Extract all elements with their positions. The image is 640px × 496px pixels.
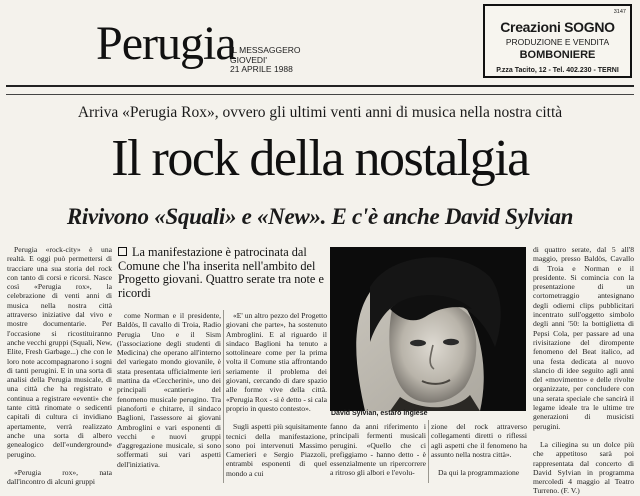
- portrait-photo: [330, 247, 526, 411]
- ad-address: P.zza Tacito, 12 - Tel. 402.230 - TERNI: [496, 67, 619, 74]
- article-paragraph: Sugli aspetti più squisitamente tecnici della manifestazione, sono poi intervenuti Massimo Camerieri e Sergio Piazzoli, entrambi esponenti di quel mondo a cui: [226, 422, 327, 478]
- article-column-3: [226, 311, 327, 483]
- photo-caption: David Sylvian, estaro inglese: [331, 410, 428, 417]
- advertisement-box: [483, 4, 632, 78]
- article-summary: [118, 246, 328, 300]
- paper-weekday: GIOVEDI': [230, 54, 268, 65]
- article-headline: Il rock della nostalgia: [111, 130, 529, 187]
- summary-text: La manifestazione è patrocinata dal Comune che l'ha inserita nell'ambito del Progetto giovani. Quattro serate tra note e ricordi: [118, 245, 324, 300]
- article-column-4: [330, 422, 426, 483]
- column-divider: [428, 420, 429, 483]
- article-paragraph: «E' un altro pezzo del Progetto giovani che parte», ha sostenuto Ambroglini. E al riguardo il sindaco Baglioni ha tenuto a sottolineare come per la prima volta il Comune stia affrontando seriamente il problema dei giovani, cercando di dare spazio alle forme vive della città. «Perugia Rox - si è detto - si cala proprio in questo contesto».: [226, 311, 327, 413]
- article-paragraph: La ciliegina su un dolce più che appetitoso sarà poi rappresentata dal concerto di David Sylvian in programma mercoledì 4 maggio al Teatro Turreno. (F. V.): [533, 439, 634, 496]
- paper-name: IL MESSAGGERO: [230, 45, 301, 55]
- section-title: Perugia: [96, 17, 236, 70]
- paper-date: 21 APRILE 1988: [230, 64, 293, 74]
- article-paragraph: di quattro serate, dal 5 all'8 maggio, presso Baldòs, Cavallo di Troia e Norman e il presidente. Si comincia con la presentazione di un cortometraggio antesignano degli odierni clips pubblicitari incentrato sull'oggetto simbolo degli anni '50: la bottiglietta di Pepsi Cola, per passare ad una rivisitazione del dirompente fenomeno del Beat italico, ad una festa dedicata al nuovo slancio di idee seguito agli anni del «movimento» e delle rivolte organizzate, per concludere con una serata speciale che sancirà il legame ideale tra le ultime tre generazioni di musicisti perugini.: [533, 245, 634, 431]
- article-column-2: [117, 311, 221, 483]
- paper-dateline: [230, 46, 301, 75]
- square-bullet-icon: [118, 247, 127, 256]
- article-paragraph: «Perugia rox», nata dall'incontro di alcuni gruppi: [7, 467, 112, 487]
- article-column-1: [7, 245, 112, 487]
- column-divider: [223, 310, 224, 483]
- portrait-photo-graphic: [330, 247, 526, 411]
- article-paragraph: zione del rock attraverso collegamenti diretti o riflessi agli aspetti che il fenomeno ha assunto nella nostra città».: [431, 422, 527, 459]
- article-column-5: [431, 422, 527, 483]
- masthead-divider: [6, 85, 634, 87]
- article-paragraph: Da qui la programmazione: [438, 468, 520, 478]
- ad-tagline: PRODUZIONE E VENDITA: [505, 37, 610, 47]
- ad-code: 3147: [613, 9, 626, 15]
- article-paragraph: come Norman e il presidente, Baldòs, Il cavallo di Troia, Radio Perugia Uno e il Sism (l'associazione degli studenti di Medicina) che operano all'interno del variegato mondo giovanile, è stata presentata ufficialmente ieri mattina da «Ceccherini», uno dei principali «cantieri» del fenomeno musicale perugino. Tra pianoforti e chitarre, il sindaco Baglioni, l'assessore ai giovani Ambroglini e vari esponenti di vecchi e nuovi gruppi d'aggregazione musicale, si sono soffermati sui vari aspetti dell'iniziativa.: [117, 311, 221, 469]
- article-column-6: [533, 245, 634, 496]
- article-paragraph: fanno da anni riferimento i principali fermenti musicali perugini. «Quello che ci prefiggiamo - hanno detto - è essenzialmente un ripercorrere a ritroso gli albori e l'evolu-: [330, 422, 426, 478]
- article-paragraph: Perugia «rock-city» è una realtà. E oggi può permettersi di tracciare una sua storia del rock con tanto di corsi e ricorsi. Nasce così «Perugia rox», la celebrazione di venti anni di musica nella nostra città attraverso iniziative dal vivo e mostre documentarie. Per l'occasione si ricostituiranno anche vecchi gruppi (Squali, New, Elite, Fresh Garbage...) che con le loro note accompagnarono i sogni di tanti perugini. E in una sorta di analisi della Perugia musicale, di una città che ha registrato e continua a registrare «eventi» che tante città rinomate o sedicenti capitali di cultura ci invidiano apertamente, verrà realizzato anche una sorta di albero genealogico dell'«underground» perugino.: [7, 245, 112, 459]
- ad-brand: Creazioni SOGNO: [500, 19, 615, 35]
- article-overline: Arriva «Perugia Rox», ovvero gli ultimi venti anni di musica nella nostra città: [77, 104, 563, 121]
- ad-product: BOMBONIERE: [519, 49, 596, 61]
- article-subheadline: Rivivono «Squali» e «New». E c'è anche David Sylvian: [66, 204, 574, 229]
